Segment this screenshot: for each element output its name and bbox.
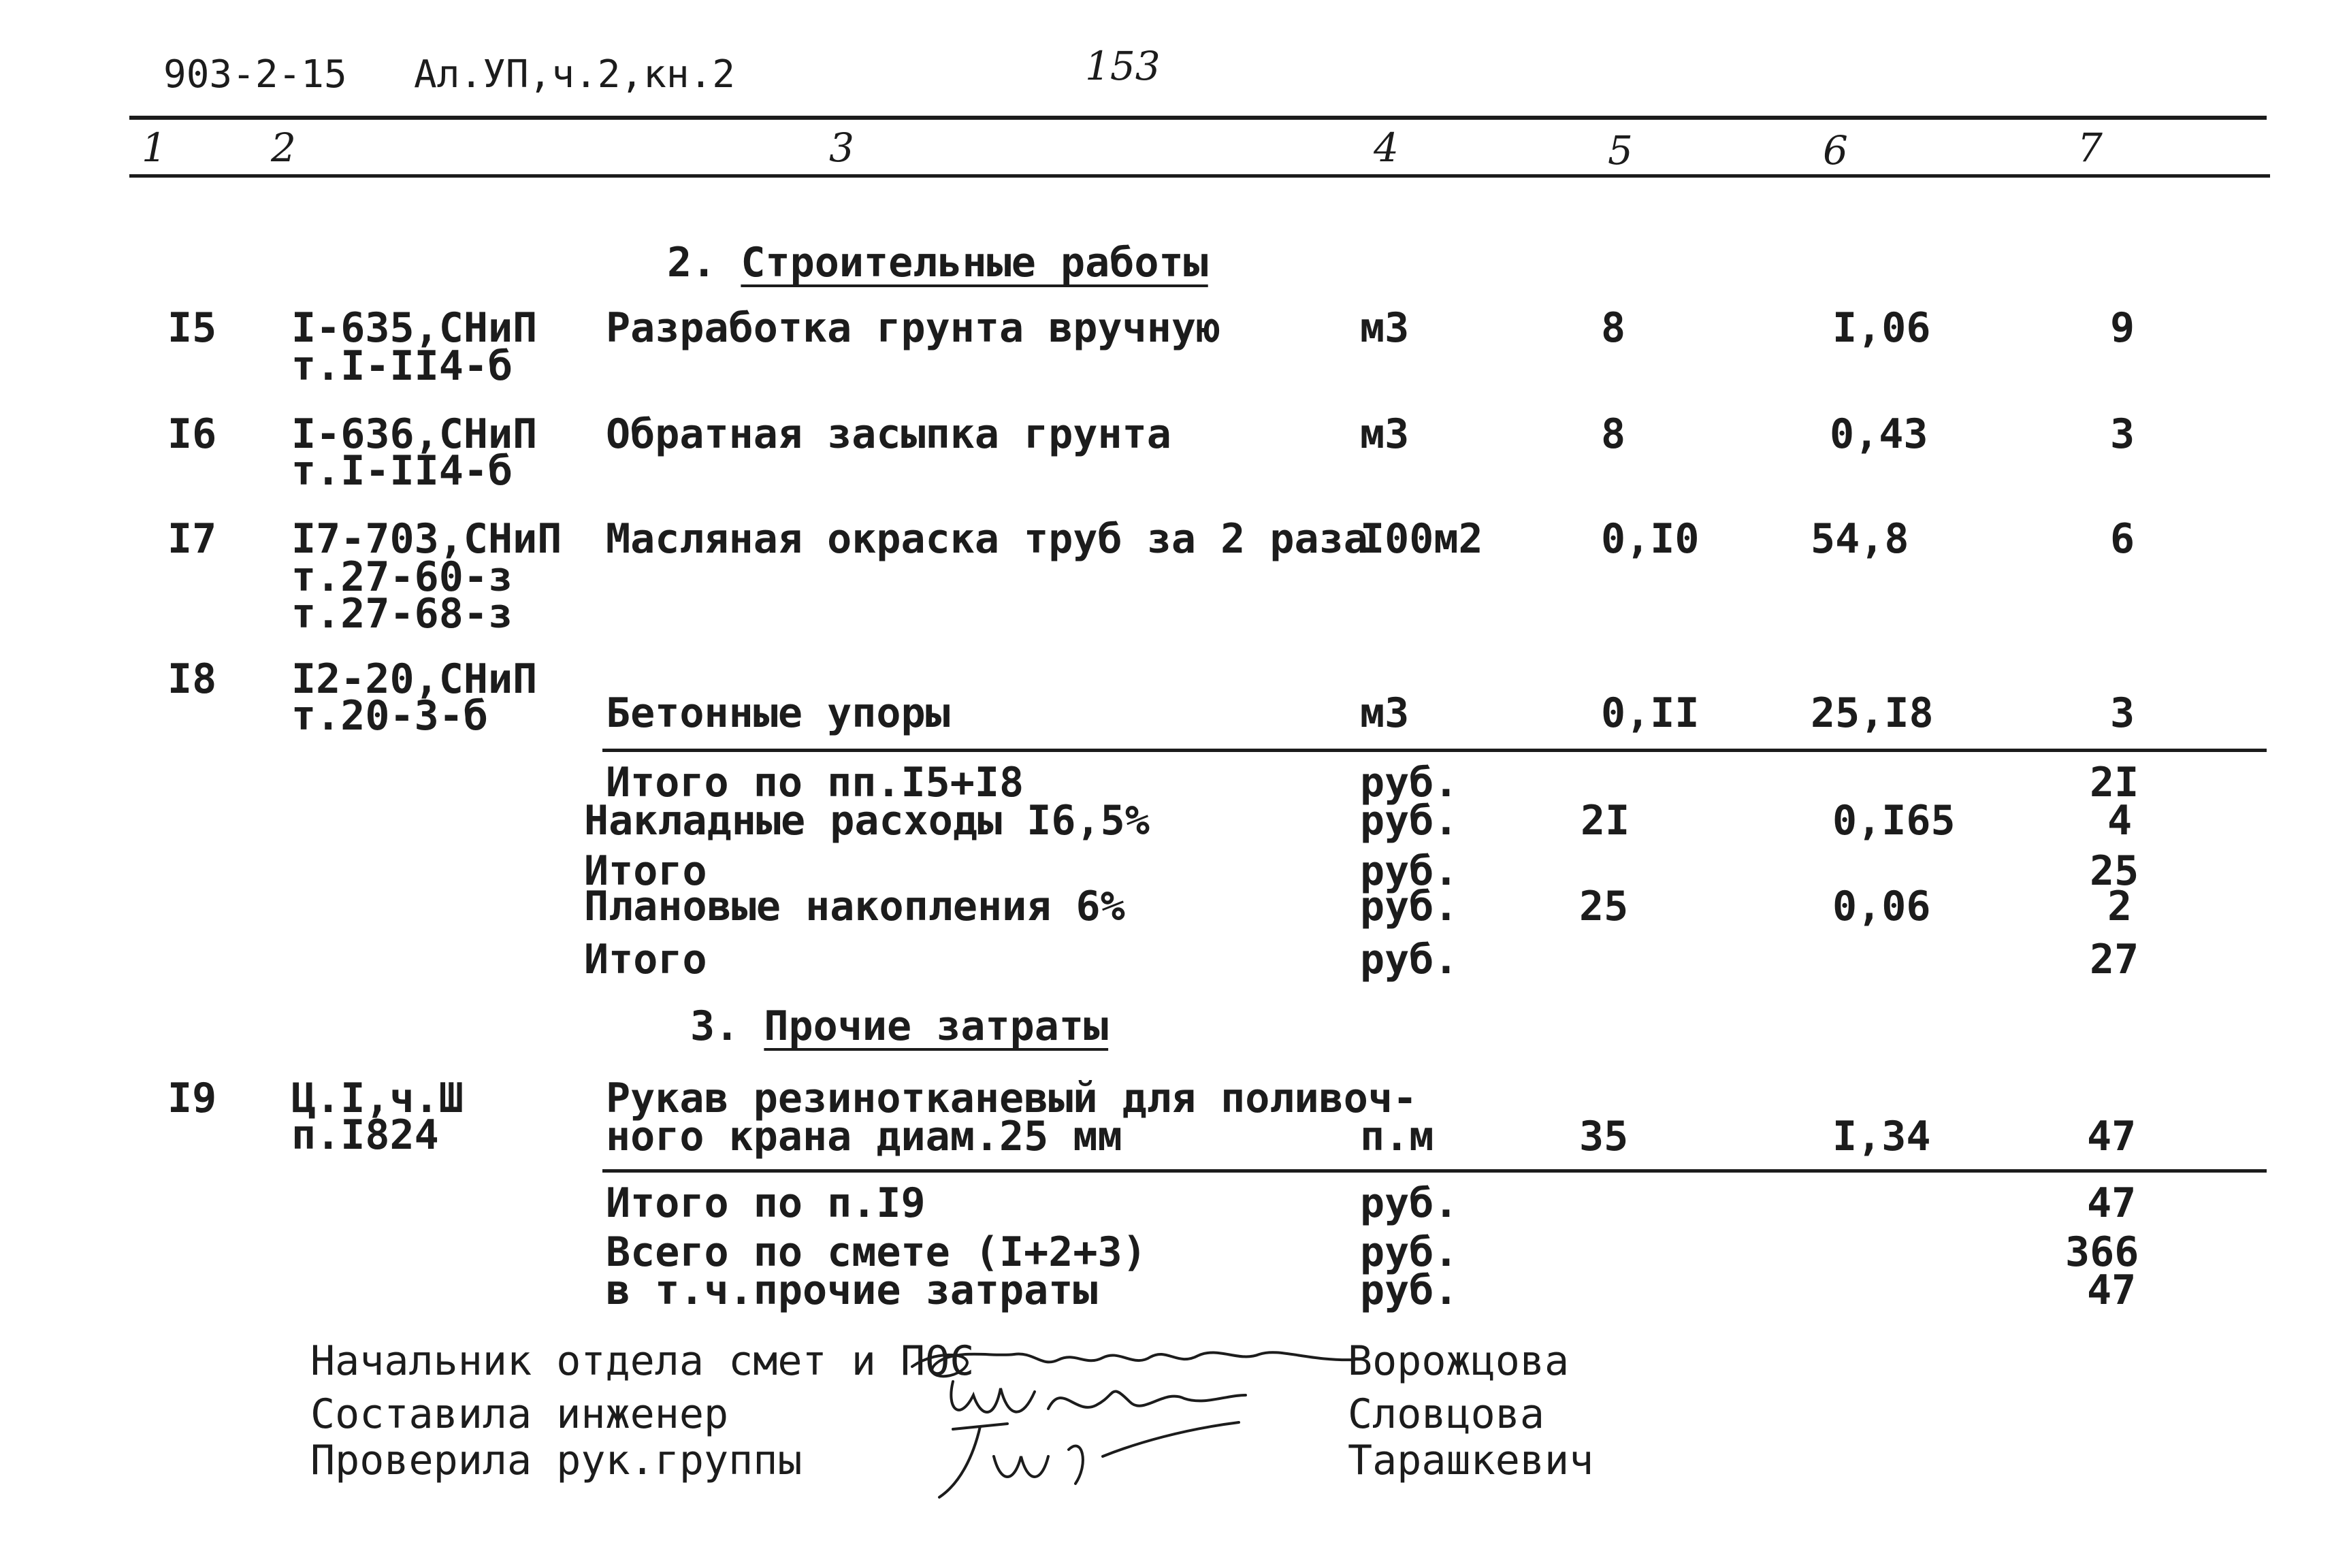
handwritten-signature-tarashkevich	[912, 1409, 1252, 1504]
overhead-total: 4	[2107, 797, 2133, 845]
overhead-rate: 0,I65	[1832, 797, 1956, 845]
row-code: т.I-II4-б	[291, 447, 513, 495]
subtotal-label: Итого по п.I9	[606, 1179, 926, 1227]
col-header-4: 4	[1374, 125, 1399, 171]
signature-role: Составила инженер	[310, 1390, 729, 1438]
subtotal-total: 25	[2090, 847, 2139, 895]
row-quantity: 0,II	[1601, 689, 1700, 737]
row-code: т.20-3-б	[291, 692, 488, 740]
row-code: п.I824	[291, 1111, 439, 1159]
overhead-unit: руб.	[1360, 797, 1459, 845]
planned-savings-unit: руб.	[1360, 883, 1459, 930]
row-quantity: 8	[1601, 304, 1626, 352]
header-bottom-rule	[129, 174, 2270, 178]
col-header-6: 6	[1823, 127, 1848, 174]
section-2-label: Строительные работы	[741, 239, 1208, 287]
subtotal-unit: руб.	[1360, 759, 1459, 806]
grand-total-unit: руб.	[1360, 1228, 1459, 1276]
row-price: 0,43	[1830, 410, 1928, 458]
row-code: Ц.I,ч.Ш	[291, 1075, 464, 1122]
row-total: 9	[2110, 304, 2135, 352]
row-description: Масляная окраска труб за 2 раза	[606, 515, 1368, 563]
row-code: т.I-II4-б	[291, 342, 513, 390]
row-description: Обратная засыпка грунта	[606, 410, 1171, 458]
signature-name: Тарашкевич	[1348, 1437, 1594, 1484]
row-unit: м3	[1360, 304, 1410, 352]
header-top-rule	[129, 116, 2267, 120]
row-code: I-635,СНиП	[291, 304, 538, 352]
row-total: 6	[2110, 515, 2135, 563]
row-total: 47	[2087, 1113, 2137, 1160]
section-2-subtotal-rule	[602, 749, 2267, 752]
row-code: I2-20,СНиП	[291, 655, 538, 703]
signature-name: Ворожцова	[1348, 1337, 1570, 1385]
row-description: Рукав резинотканевый для поливоч-	[606, 1075, 1418, 1122]
col-header-5: 5	[1608, 127, 1633, 174]
subtotal-total: 47	[2087, 1179, 2137, 1227]
overhead-quantity: 2I	[1581, 797, 1630, 845]
section-3-label: Прочие затраты	[764, 1002, 1109, 1050]
col-header-1: 1	[142, 125, 167, 171]
row-code: I-636,СНиП	[291, 410, 538, 458]
subtotal-unit: руб.	[1360, 847, 1459, 895]
grand-total-value: 366	[2065, 1228, 2139, 1276]
section-2-total-label: Итого	[584, 936, 707, 983]
row-description: ного крана диам.25 мм	[606, 1113, 1122, 1160]
subtotal-total: 2I	[2090, 759, 2139, 806]
row-code: т.27-68-з	[291, 590, 513, 638]
planned-savings-quantity: 25	[1579, 883, 1629, 930]
row-total: 3	[2110, 689, 2135, 737]
row-quantity: 0,I0	[1601, 515, 1700, 563]
row-code: I7-703,СНиП	[291, 515, 562, 563]
signature-role: Начальник отдела смет и ПОС	[310, 1337, 975, 1385]
section-2-title	[667, 239, 1208, 287]
page-number: 153	[1085, 43, 1161, 89]
planned-savings-rate: 0,06	[1832, 883, 1931, 930]
row-quantity: 8	[1601, 410, 1626, 458]
row-unit: I00м2	[1360, 515, 1483, 563]
other-costs-label: в т.ч.прочие затраты	[606, 1267, 1098, 1314]
row-unit: п.м	[1360, 1113, 1434, 1160]
row-number: I5	[167, 304, 217, 352]
grand-total-label: Всего по смете (I+2+3)	[606, 1228, 1147, 1276]
row-description: Бетонные упоры	[606, 689, 950, 737]
overhead-label: Накладные расходы I6,5%	[584, 797, 1150, 845]
section-3-title	[690, 1002, 1109, 1050]
row-quantity: 35	[1579, 1113, 1629, 1160]
signature-name: Словцова	[1348, 1390, 1544, 1438]
row-unit: м3	[1360, 410, 1410, 458]
subtotal-label: Итого по пп.I5+I8	[606, 759, 1024, 806]
album-reference: Ал.УП,ч.2,кн.2	[414, 52, 736, 97]
section-2-total-value: 27	[2090, 936, 2139, 983]
row-price: I,34	[1832, 1113, 1931, 1160]
row-number: I7	[167, 515, 217, 563]
row-price: I,06	[1832, 304, 1931, 352]
row-unit: м3	[1360, 689, 1410, 737]
section-3-subtotal-rule	[602, 1169, 2267, 1173]
col-header-7: 7	[2077, 125, 2103, 171]
row-number: I9	[167, 1075, 217, 1122]
signature-role: Проверила рук.группы	[310, 1437, 803, 1484]
subtotal-unit: руб.	[1360, 1179, 1459, 1227]
section-2-number: 2.	[667, 239, 717, 287]
section-2-total-unit: руб.	[1360, 936, 1459, 983]
planned-savings-total: 2	[2107, 883, 2133, 930]
other-costs-unit: руб.	[1360, 1267, 1459, 1314]
document-code: 903-2-15	[163, 52, 347, 97]
row-total: 3	[2110, 410, 2135, 458]
col-header-2: 2	[271, 125, 296, 171]
row-code: т.27-60-з	[291, 553, 513, 601]
section-3-number: 3.	[690, 1002, 740, 1050]
other-costs-value: 47	[2087, 1267, 2137, 1314]
col-header-3: 3	[829, 125, 854, 171]
row-number: I8	[167, 655, 217, 703]
subtotal-label: Итого	[584, 847, 707, 895]
row-number: I6	[167, 410, 217, 458]
planned-savings-label: Плановые накопления 6%	[584, 883, 1125, 930]
row-price: 54,8	[1811, 515, 1909, 563]
row-description: Разработка грунта вручную	[606, 304, 1221, 352]
row-price: 25,I8	[1811, 689, 1934, 737]
